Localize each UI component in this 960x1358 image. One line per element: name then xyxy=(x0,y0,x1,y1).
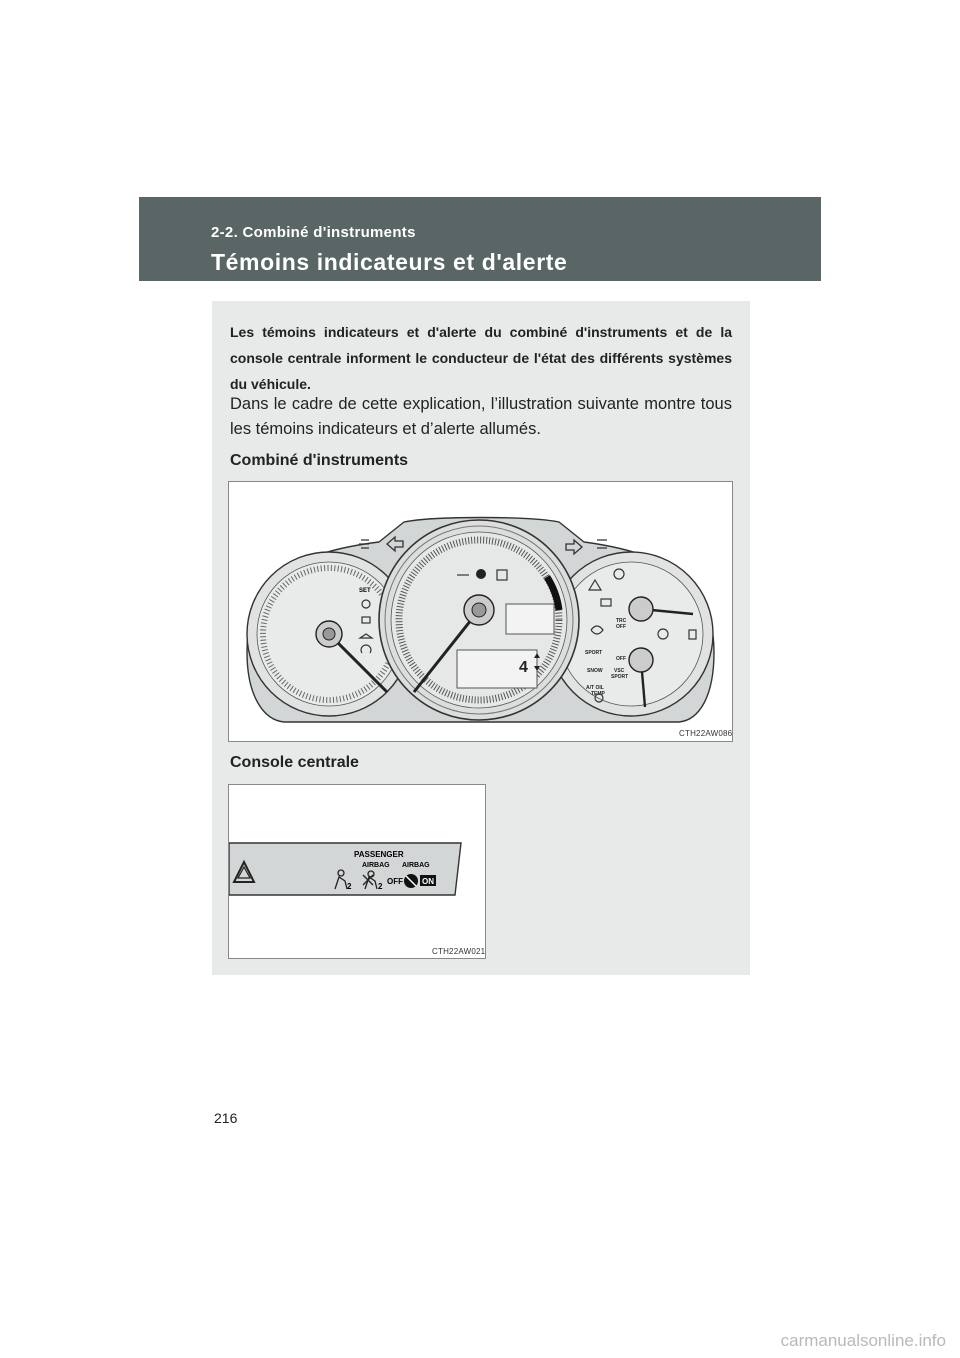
section-header xyxy=(139,197,821,281)
off-label: OFF xyxy=(616,656,626,662)
vsc-label: VSC xyxy=(614,668,625,674)
airbag-right-label: AIRBAG xyxy=(402,862,430,869)
cluster-figure-code: CTH22AW086 xyxy=(679,729,733,738)
trc-label: TRC xyxy=(616,618,627,624)
airbag-left-label: AIRBAG xyxy=(362,862,390,869)
at-oil-label: A/T OIL xyxy=(586,685,604,691)
page-number: 216 xyxy=(214,1110,238,1126)
intro-bold-paragraph: Les témoins indicateurs et d'alerte du combiné d'instruments et de la console centrale informent le conducteur de l'état des différents systèmes du véhicule. xyxy=(230,324,732,392)
passenger-label: PASSENGER xyxy=(354,850,404,859)
cluster-heading: Combiné d'instruments xyxy=(230,452,409,469)
vsc-sport-label: SPORT xyxy=(611,674,629,680)
airbag-off-label: OFF xyxy=(387,877,403,886)
instrument-cluster-illustration xyxy=(229,482,732,741)
trc-off-label: OFF xyxy=(616,624,626,630)
cluster-figure xyxy=(228,481,733,742)
seat-number-1: 2 xyxy=(347,882,352,891)
at-oil-temp-label: TEMP xyxy=(591,691,605,697)
gear-indicator: 4 xyxy=(519,659,528,676)
airbag-on-label: ON xyxy=(422,877,434,886)
snow-label: SNOW xyxy=(587,668,603,674)
console-figure-code: CTH22AW021 xyxy=(432,947,486,956)
set-label: SET xyxy=(359,588,371,594)
intro-paragraph: Dans le cadre de cette explication, l’illustration suivante montre tous les témoins indicateurs et d’alerte allumés. xyxy=(230,395,732,438)
section-label: 2-2. Combiné d'instruments xyxy=(211,224,416,241)
center-console-illustration xyxy=(229,785,485,958)
watermark: carmanualsonline.info xyxy=(780,1331,946,1350)
sport-label: SPORT xyxy=(585,650,603,656)
console-figure xyxy=(228,784,486,959)
seat-number-2: 2 xyxy=(378,882,383,891)
page-title: Témoins indicateurs et d'alerte xyxy=(211,249,568,275)
content-panel xyxy=(212,301,750,975)
console-heading: Console centrale xyxy=(230,754,359,771)
